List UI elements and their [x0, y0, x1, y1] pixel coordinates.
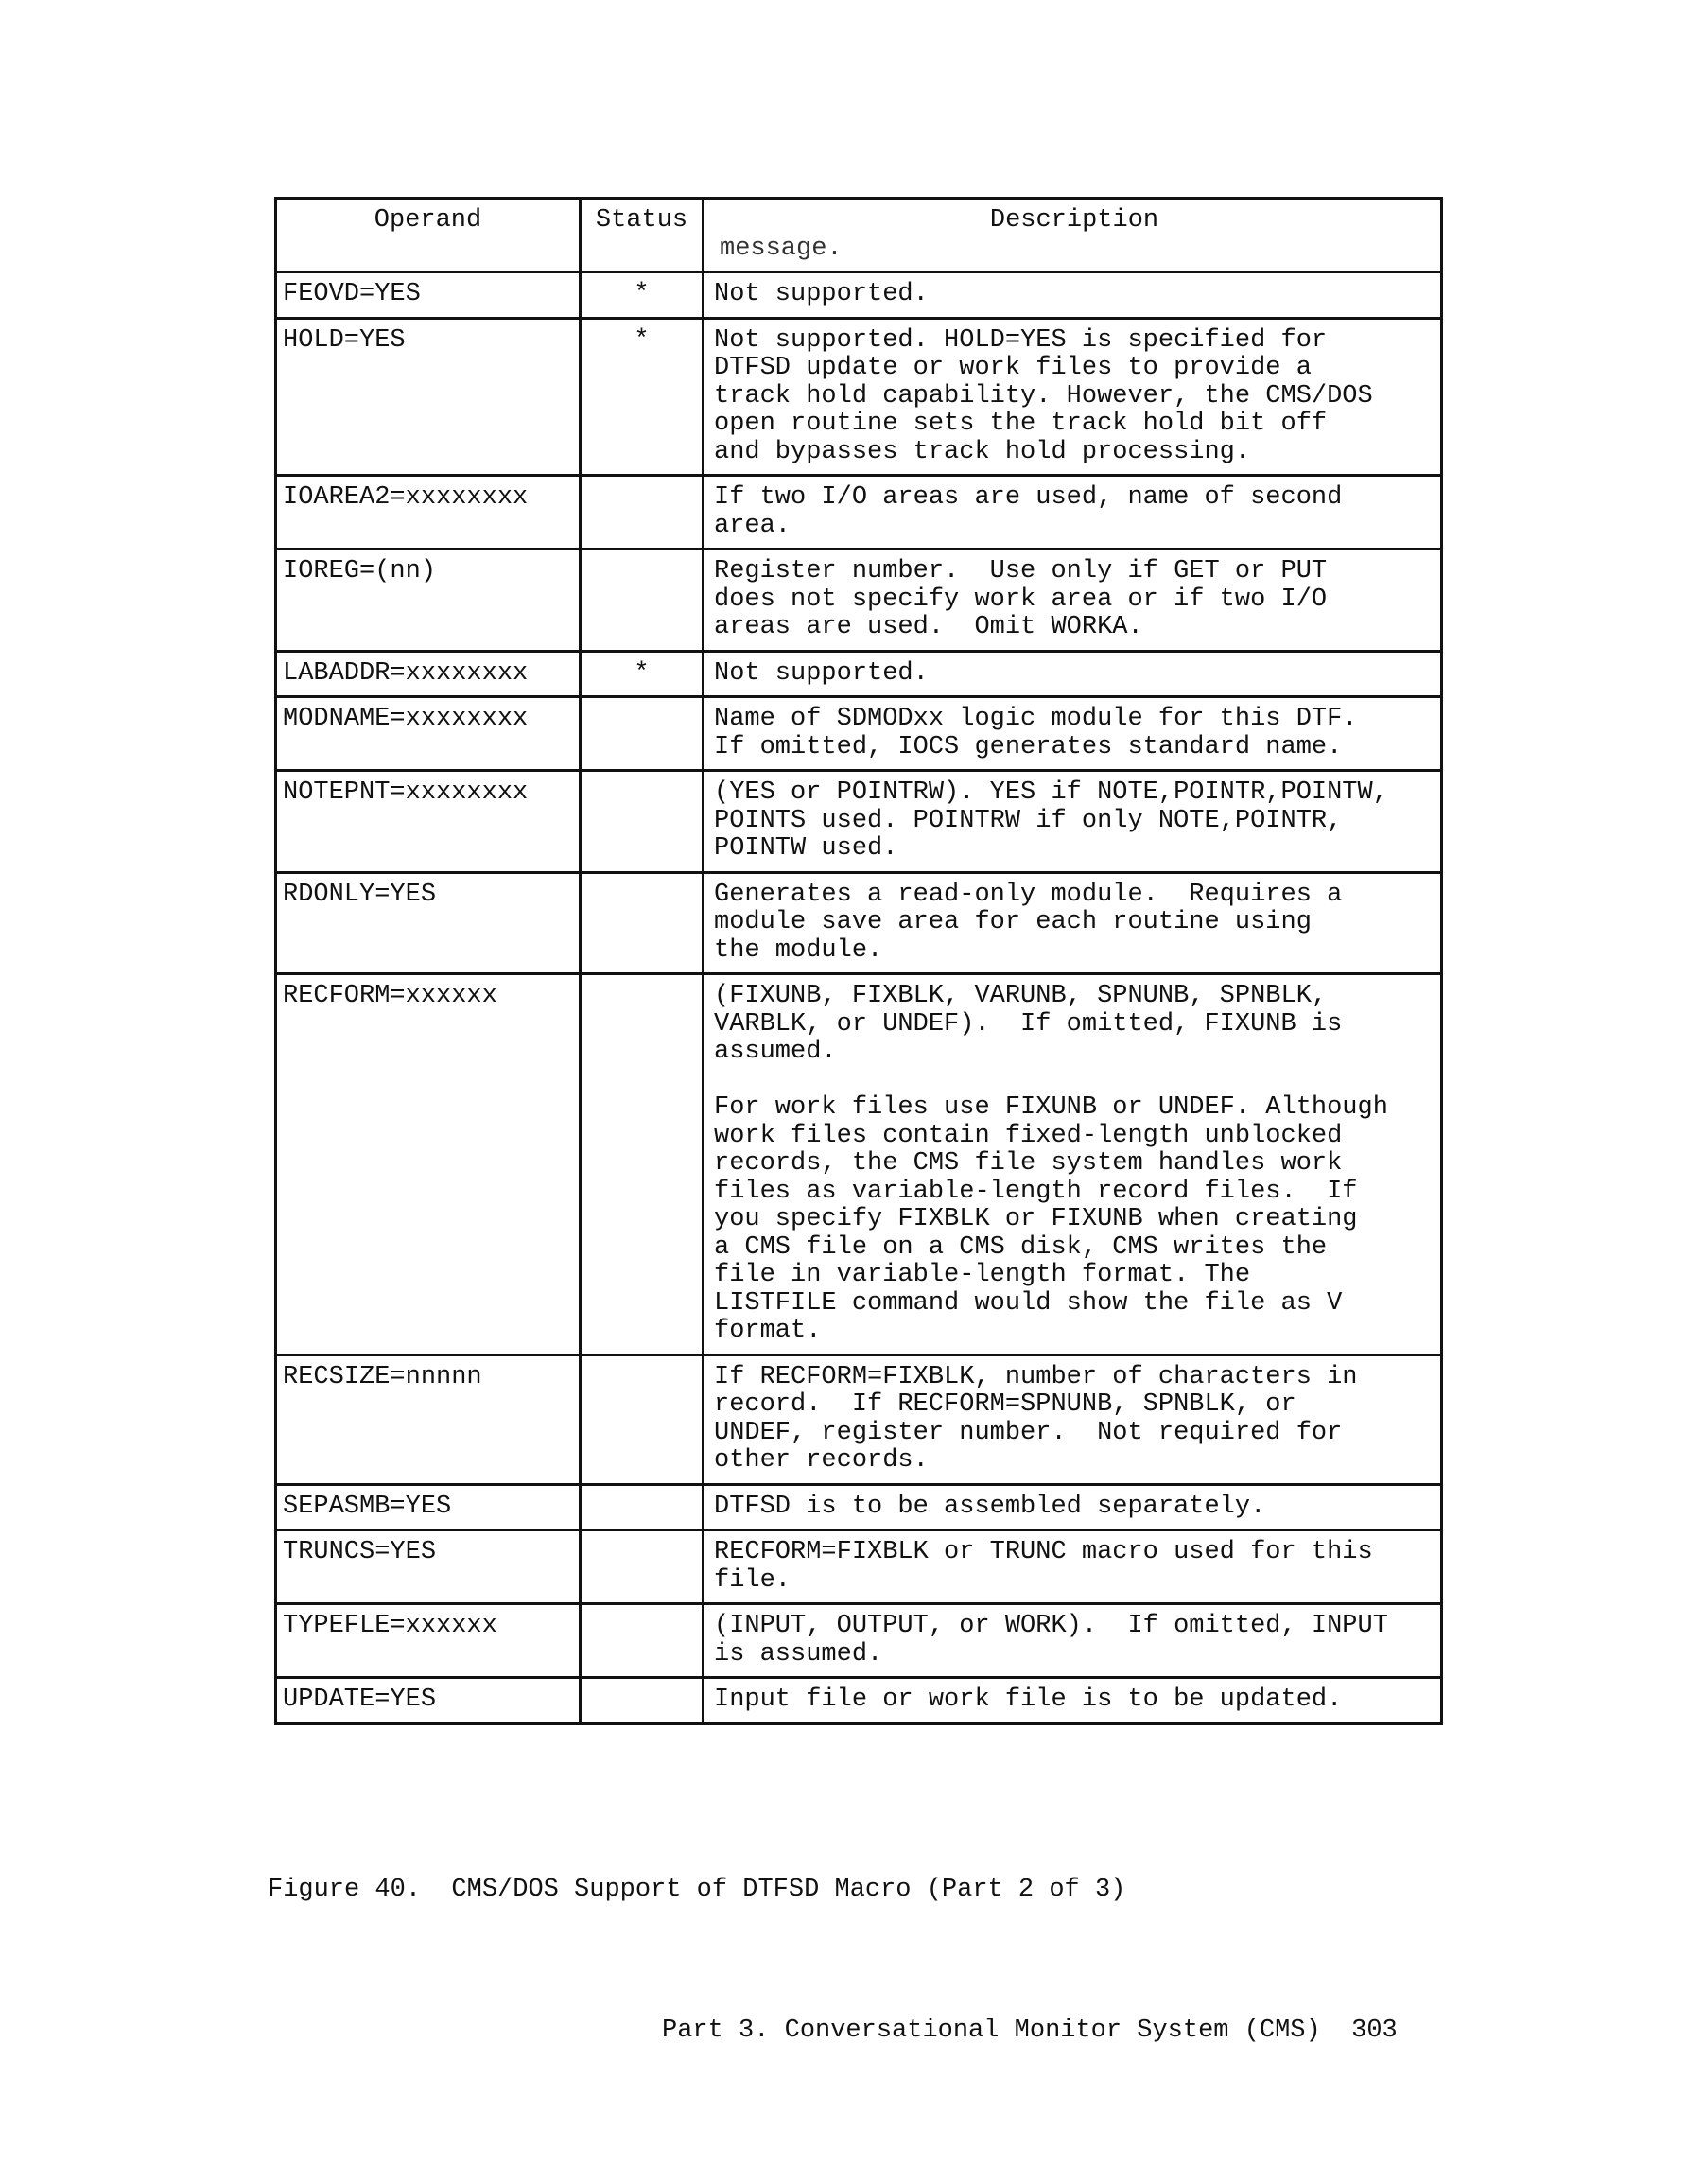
description-line: For work files use FIXUNB or UNDEF. Although — [714, 1093, 1388, 1122]
operand-text: FEOVD=YES — [283, 280, 421, 308]
description-line: does not specify work area or if two I/O — [714, 585, 1328, 614]
header-continued-text: message. — [720, 234, 843, 263]
operand-cell — [277, 320, 582, 475]
description-line: assumed. — [714, 1038, 837, 1066]
operand-text: LABADDR=xxxxxxxx — [283, 658, 529, 688]
description-line: Generates a read-only module. Requires a — [714, 880, 1343, 909]
description-line: track hold capability. However, the CMS/DOS — [714, 381, 1373, 411]
operand-cell — [277, 1356, 582, 1483]
description-line: record. If RECFORM=SPNUNB, SPNBLK, or — [714, 1390, 1296, 1419]
paragraph-gap — [714, 1067, 1435, 1095]
operand-text: NOTEPNT=xxxxxxxx — [283, 778, 529, 807]
description-line: file in variable-length format. The — [714, 1261, 1251, 1289]
description-cell — [704, 975, 1440, 1354]
description-line: records, the CMS file system handles work — [714, 1149, 1343, 1178]
status-cell — [582, 320, 704, 475]
description-line: work files contain fixed-length unblocked — [714, 1121, 1343, 1150]
description-line: format. — [714, 1317, 822, 1345]
operand-text: RECSIZE=nnnnn — [283, 1362, 482, 1391]
description-line: RECFORM=FIXBLK or TRUNC macro used for this — [714, 1538, 1373, 1566]
status-cell — [582, 1679, 704, 1722]
table-header — [277, 200, 1440, 271]
header-status: Status — [582, 200, 704, 271]
operand-cell — [277, 477, 582, 548]
table-row — [277, 317, 1440, 475]
description-line: and bypasses track hold processing. — [714, 437, 1251, 466]
operand-cell — [277, 1531, 582, 1602]
description-line: POINTW used. — [714, 834, 898, 863]
operand-cell — [277, 772, 582, 871]
table-row — [277, 871, 1440, 973]
description-line: is assumed. — [714, 1639, 883, 1669]
description-line: POINTS used. POINTRW if only NOTE,POINTR, — [714, 806, 1343, 835]
status-cell — [582, 698, 704, 769]
status-cell — [582, 550, 704, 650]
description-line: Register number. Use only if GET or PUT — [714, 557, 1328, 585]
table-row — [277, 695, 1440, 769]
description-line: VARBLK, or UNDEF). If omitted, FIXUNB is — [714, 1009, 1343, 1039]
description-cell — [704, 550, 1440, 650]
operand-cell — [277, 1679, 582, 1722]
header-description: Description message. — [704, 200, 1440, 271]
description-line: DTFSD is to be assembled separately. — [714, 1492, 1266, 1521]
description-line: If two I/O areas are used, name of second — [714, 483, 1343, 512]
description-line: Input file or work file is to be updated. — [714, 1686, 1343, 1714]
description-cell — [704, 1679, 1440, 1722]
status-cell — [582, 1356, 704, 1483]
operand-cell — [277, 698, 582, 769]
status-cell — [582, 1486, 704, 1529]
operand-text: SEPASMB=YES — [283, 1492, 452, 1521]
figure-caption: Figure 40. CMS/DOS Support of DTFSD Macro (Part 2 of 3) — [268, 1876, 1126, 1904]
description-line: areas are used. Omit WORKA. — [714, 613, 1143, 641]
operand-text: TYPEFLE=xxxxxx — [283, 1612, 497, 1640]
description-line: the module. — [714, 935, 883, 965]
description-line: you specify FIXBLK or FIXUNB when creating — [714, 1205, 1358, 1233]
table-row — [277, 1529, 1440, 1602]
status-cell — [582, 653, 704, 696]
header-operand: Operand — [277, 200, 582, 271]
status-cell — [582, 477, 704, 548]
description-line: area. — [714, 511, 791, 540]
description-line: UNDEF, register number. Not required for — [714, 1418, 1343, 1447]
operand-text: HOLD=YES — [283, 325, 406, 355]
description-line: module save area for each routine using — [714, 908, 1312, 936]
dtfsd-operand-table — [274, 197, 1443, 1725]
status-text: * — [634, 280, 650, 308]
table-row — [277, 650, 1440, 696]
description-cell — [704, 653, 1440, 696]
table-row — [277, 271, 1440, 317]
description-line: Name of SDMODxx logic module for this DTF. — [714, 705, 1358, 733]
status-cell — [582, 1531, 704, 1602]
page-footer: Part 3. Conversational Monitor System (CMS) 303 — [662, 2017, 1398, 2045]
status-text: * — [634, 325, 650, 355]
description-line: a CMS file on a CMS disk, CMS writes the — [714, 1232, 1328, 1262]
description-line: open routine sets the track hold bit off — [714, 410, 1328, 438]
description-cell — [704, 320, 1440, 475]
description-cell — [704, 1486, 1440, 1529]
description-cell — [704, 477, 1440, 548]
description-line: files as variable-length record files. If — [714, 1177, 1358, 1206]
description-cell — [704, 698, 1440, 769]
operand-cell — [277, 273, 582, 317]
table-row — [277, 769, 1440, 871]
description-cell — [704, 1605, 1440, 1676]
status-text: * — [634, 658, 650, 688]
operand-cell — [277, 1605, 582, 1676]
table-row — [277, 1354, 1440, 1483]
description-cell — [704, 874, 1440, 973]
operand-text: RECFORM=xxxxxx — [283, 982, 497, 1010]
description-line: If omitted, IOCS generates standard name. — [714, 732, 1343, 761]
description-line: (FIXUNB, FIXBLK, VARUNB, SPNUNB, SPNBLK, — [714, 982, 1328, 1010]
operand-cell — [277, 874, 582, 973]
status-cell — [582, 975, 704, 1354]
description-line: DTFSD update or work files to provide a — [714, 354, 1312, 382]
description-cell — [704, 772, 1440, 871]
status-cell — [582, 772, 704, 871]
status-cell — [582, 874, 704, 973]
description-cell — [704, 273, 1440, 317]
description-cell — [704, 1531, 1440, 1602]
operand-cell — [277, 653, 582, 696]
status-cell — [582, 273, 704, 317]
operand-text: RDONLY=YES — [283, 880, 437, 909]
table-body — [277, 271, 1440, 1722]
table-row — [277, 972, 1440, 1354]
operand-text: TRUNCS=YES — [283, 1538, 437, 1566]
operand-cell — [277, 1486, 582, 1529]
table-row — [277, 474, 1440, 548]
table-row — [277, 1483, 1440, 1529]
operand-text: MODNAME=xxxxxxxx — [283, 705, 529, 733]
description-line: LISTFILE command would show the file as V — [714, 1288, 1343, 1318]
operand-text: IOREG=(nn) — [283, 557, 437, 585]
description-line: (YES or POINTRW). YES if NOTE,POINTR,POINTW, — [714, 778, 1388, 807]
operand-cell — [277, 550, 582, 650]
description-line: Not supported. — [714, 280, 929, 308]
table-row — [277, 548, 1440, 650]
table-row — [277, 1676, 1440, 1722]
operand-text: IOAREA2=xxxxxxxx — [283, 483, 529, 512]
description-line: If RECFORM=FIXBLK, number of characters in — [714, 1362, 1358, 1391]
operand-cell — [277, 975, 582, 1354]
description-line: other records. — [714, 1446, 929, 1475]
table-row — [277, 1602, 1440, 1676]
status-cell — [582, 1605, 704, 1676]
description-line: (INPUT, OUTPUT, or WORK). If omitted, INPUT — [714, 1612, 1388, 1640]
description-line: Not supported. — [714, 658, 929, 688]
description-line: file. — [714, 1565, 791, 1595]
description-cell — [704, 1356, 1440, 1483]
operand-text: UPDATE=YES — [283, 1686, 437, 1714]
description-line: Not supported. HOLD=YES is specified for — [714, 325, 1328, 355]
